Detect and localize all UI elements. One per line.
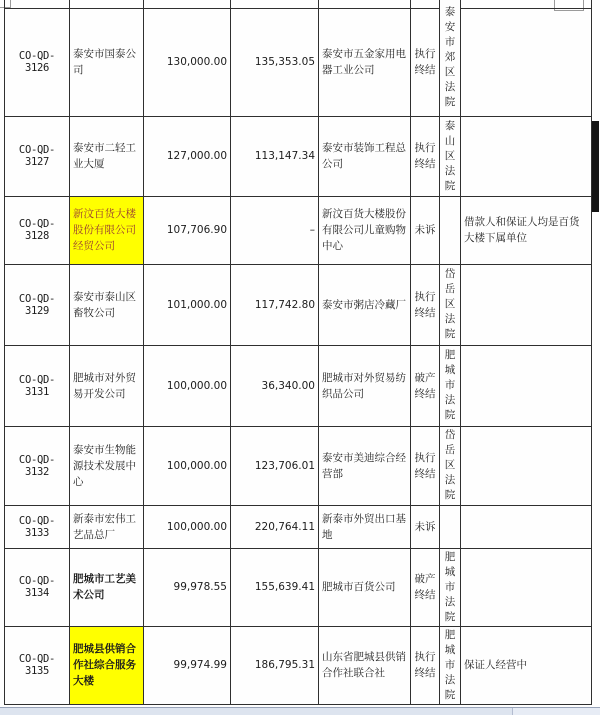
- partial-row: [5, 0, 592, 8]
- table-row: [5, 8, 592, 116]
- cell-id[interactable]: [5, 0, 70, 8]
- cell-amount1[interactable]: 101,000.00: [144, 264, 231, 345]
- table-row: [5, 505, 592, 548]
- cell-status[interactable]: 未诉: [411, 196, 440, 264]
- cell-note[interactable]: [461, 264, 592, 345]
- cell-court[interactable]: 泰山区法院: [440, 116, 461, 196]
- table-row: [5, 626, 592, 704]
- cell-borrower[interactable]: 新泰市宏伟工艺品总厂: [70, 505, 144, 548]
- cell-id[interactable]: CO-QD-3135: [5, 626, 70, 704]
- cell-court[interactable]: 岱岳区法院: [440, 264, 461, 345]
- cell-amount2[interactable]: 36,340.00: [231, 345, 319, 426]
- right-edge-marker: [592, 121, 599, 212]
- table-row: [5, 116, 592, 196]
- cell-court[interactable]: [440, 196, 461, 264]
- cell-amount1[interactable]: [144, 0, 231, 8]
- cell-amount2[interactable]: 117,742.80: [231, 264, 319, 345]
- cell-amount2[interactable]: 186,795.31: [231, 626, 319, 704]
- cell-note[interactable]: [461, 8, 592, 116]
- cell-borrower[interactable]: 肥城县供销合作社综合服务大楼: [70, 626, 144, 704]
- cell-guarantor[interactable]: 泰安市美迪综合经营部: [319, 426, 411, 505]
- cell-borrower[interactable]: [70, 0, 144, 8]
- cell-guarantor[interactable]: 山东省肥城县供销合作社联合社: [319, 626, 411, 704]
- cell-court[interactable]: [440, 505, 461, 548]
- cell-id[interactable]: CO-QD-3133: [5, 505, 70, 548]
- cell-id[interactable]: CO-QD-3129: [5, 264, 70, 345]
- cell-id[interactable]: CO-QD-3128: [5, 196, 70, 264]
- cell-amount1[interactable]: 99,978.55: [144, 548, 231, 626]
- cell-amount1[interactable]: 100,000.00: [144, 505, 231, 548]
- table-row: [5, 548, 592, 626]
- cell-note[interactable]: 保证人经营中: [461, 626, 592, 704]
- cell-note[interactable]: [461, 548, 592, 626]
- cell-amount1[interactable]: 130,000.00: [144, 8, 231, 116]
- cell-id[interactable]: CO-QD-3134: [5, 548, 70, 626]
- cell-amount2[interactable]: 123,706.01: [231, 426, 319, 505]
- cell-status[interactable]: 未诉: [411, 505, 440, 548]
- cell-borrower[interactable]: 泰安市国泰公司: [70, 8, 144, 116]
- cell-guarantor[interactable]: 新泰市外贸出口基地: [319, 505, 411, 548]
- loan-table: [4, 0, 592, 705]
- cell-amount2[interactable]: [231, 0, 319, 8]
- cell-guarantor[interactable]: [319, 0, 411, 8]
- cell-borrower[interactable]: 泰安市生物能源技术发展中心: [70, 426, 144, 505]
- cell-status[interactable]: 执行终结: [411, 264, 440, 345]
- cell-borrower[interactable]: 新汶百货大楼股份有限公司经贸公司: [70, 196, 144, 264]
- cell-borrower[interactable]: 肥城市对外贸易开发公司: [70, 345, 144, 426]
- cell-amount2[interactable]: –: [231, 196, 319, 264]
- cell-court[interactable]: 泰安市郊区法院: [440, 0, 461, 116]
- cell-status[interactable]: 执行终结: [411, 626, 440, 704]
- cell-guarantor[interactable]: 泰安市五金家用电器工业公司: [319, 8, 411, 116]
- table-row: [5, 345, 592, 426]
- cell-note[interactable]: [461, 0, 592, 8]
- cell-status[interactable]: [411, 0, 440, 8]
- cell-amount2[interactable]: 220,764.11: [231, 505, 319, 548]
- cell-amount2[interactable]: 113,147.34: [231, 116, 319, 196]
- cell-id[interactable]: CO-QD-3131: [5, 345, 70, 426]
- cell-note[interactable]: 借款人和保证人均是百货大楼下属单位: [461, 196, 592, 264]
- cell-id[interactable]: CO-QD-3127: [5, 116, 70, 196]
- cell-amount2[interactable]: 135,353.05: [231, 8, 319, 116]
- cell-note[interactable]: [461, 426, 592, 505]
- cell-court[interactable]: 肥城市法院: [440, 345, 461, 426]
- cell-amount1[interactable]: 127,000.00: [144, 116, 231, 196]
- cell-amount2[interactable]: 155,639.41: [231, 548, 319, 626]
- cell-borrower[interactable]: 泰安市泰山区畜牧公司: [70, 264, 144, 345]
- cell-id[interactable]: CO-QD-3132: [5, 426, 70, 505]
- cell-note[interactable]: [461, 505, 592, 548]
- cell-amount1[interactable]: 100,000.00: [144, 345, 231, 426]
- cell-id[interactable]: CO-QD-3126: [5, 8, 70, 116]
- table-row: [5, 264, 592, 345]
- cell-status[interactable]: 破产终结: [411, 345, 440, 426]
- cell-court[interactable]: 肥城市法院: [440, 626, 461, 704]
- cell-status[interactable]: 执行终结: [411, 8, 440, 116]
- cell-borrower[interactable]: 泰安市二轻工业大厦: [70, 116, 144, 196]
- table-row: [5, 426, 592, 505]
- cell-court[interactable]: 肥城市法院: [440, 548, 461, 626]
- cell-guarantor[interactable]: 新汶百货大楼股份有限公司儿童购物中心: [319, 196, 411, 264]
- cell-amount1[interactable]: 107,706.90: [144, 196, 231, 264]
- cell-guarantor[interactable]: 肥城市百货公司: [319, 548, 411, 626]
- cell-status[interactable]: 破产终结: [411, 548, 440, 626]
- cell-guarantor[interactable]: 泰安市粥店冷藏厂: [319, 264, 411, 345]
- cell-note[interactable]: [461, 345, 592, 426]
- cell-guarantor[interactable]: 泰安市装饰工程总公司: [319, 116, 411, 196]
- cell-borrower[interactable]: 肥城市工艺美术公司: [70, 548, 144, 626]
- cell-court[interactable]: 岱岳区法院: [440, 426, 461, 505]
- cell-note[interactable]: [461, 116, 592, 196]
- cell-amount1[interactable]: 100,000.00: [144, 426, 231, 505]
- cell-amount1[interactable]: 99,974.99: [144, 626, 231, 704]
- cell-status[interactable]: 执行终结: [411, 426, 440, 505]
- cell-guarantor[interactable]: 肥城市对外贸易纺织品公司: [319, 345, 411, 426]
- cell-status[interactable]: 执行终结: [411, 116, 440, 196]
- table-row: [5, 196, 592, 264]
